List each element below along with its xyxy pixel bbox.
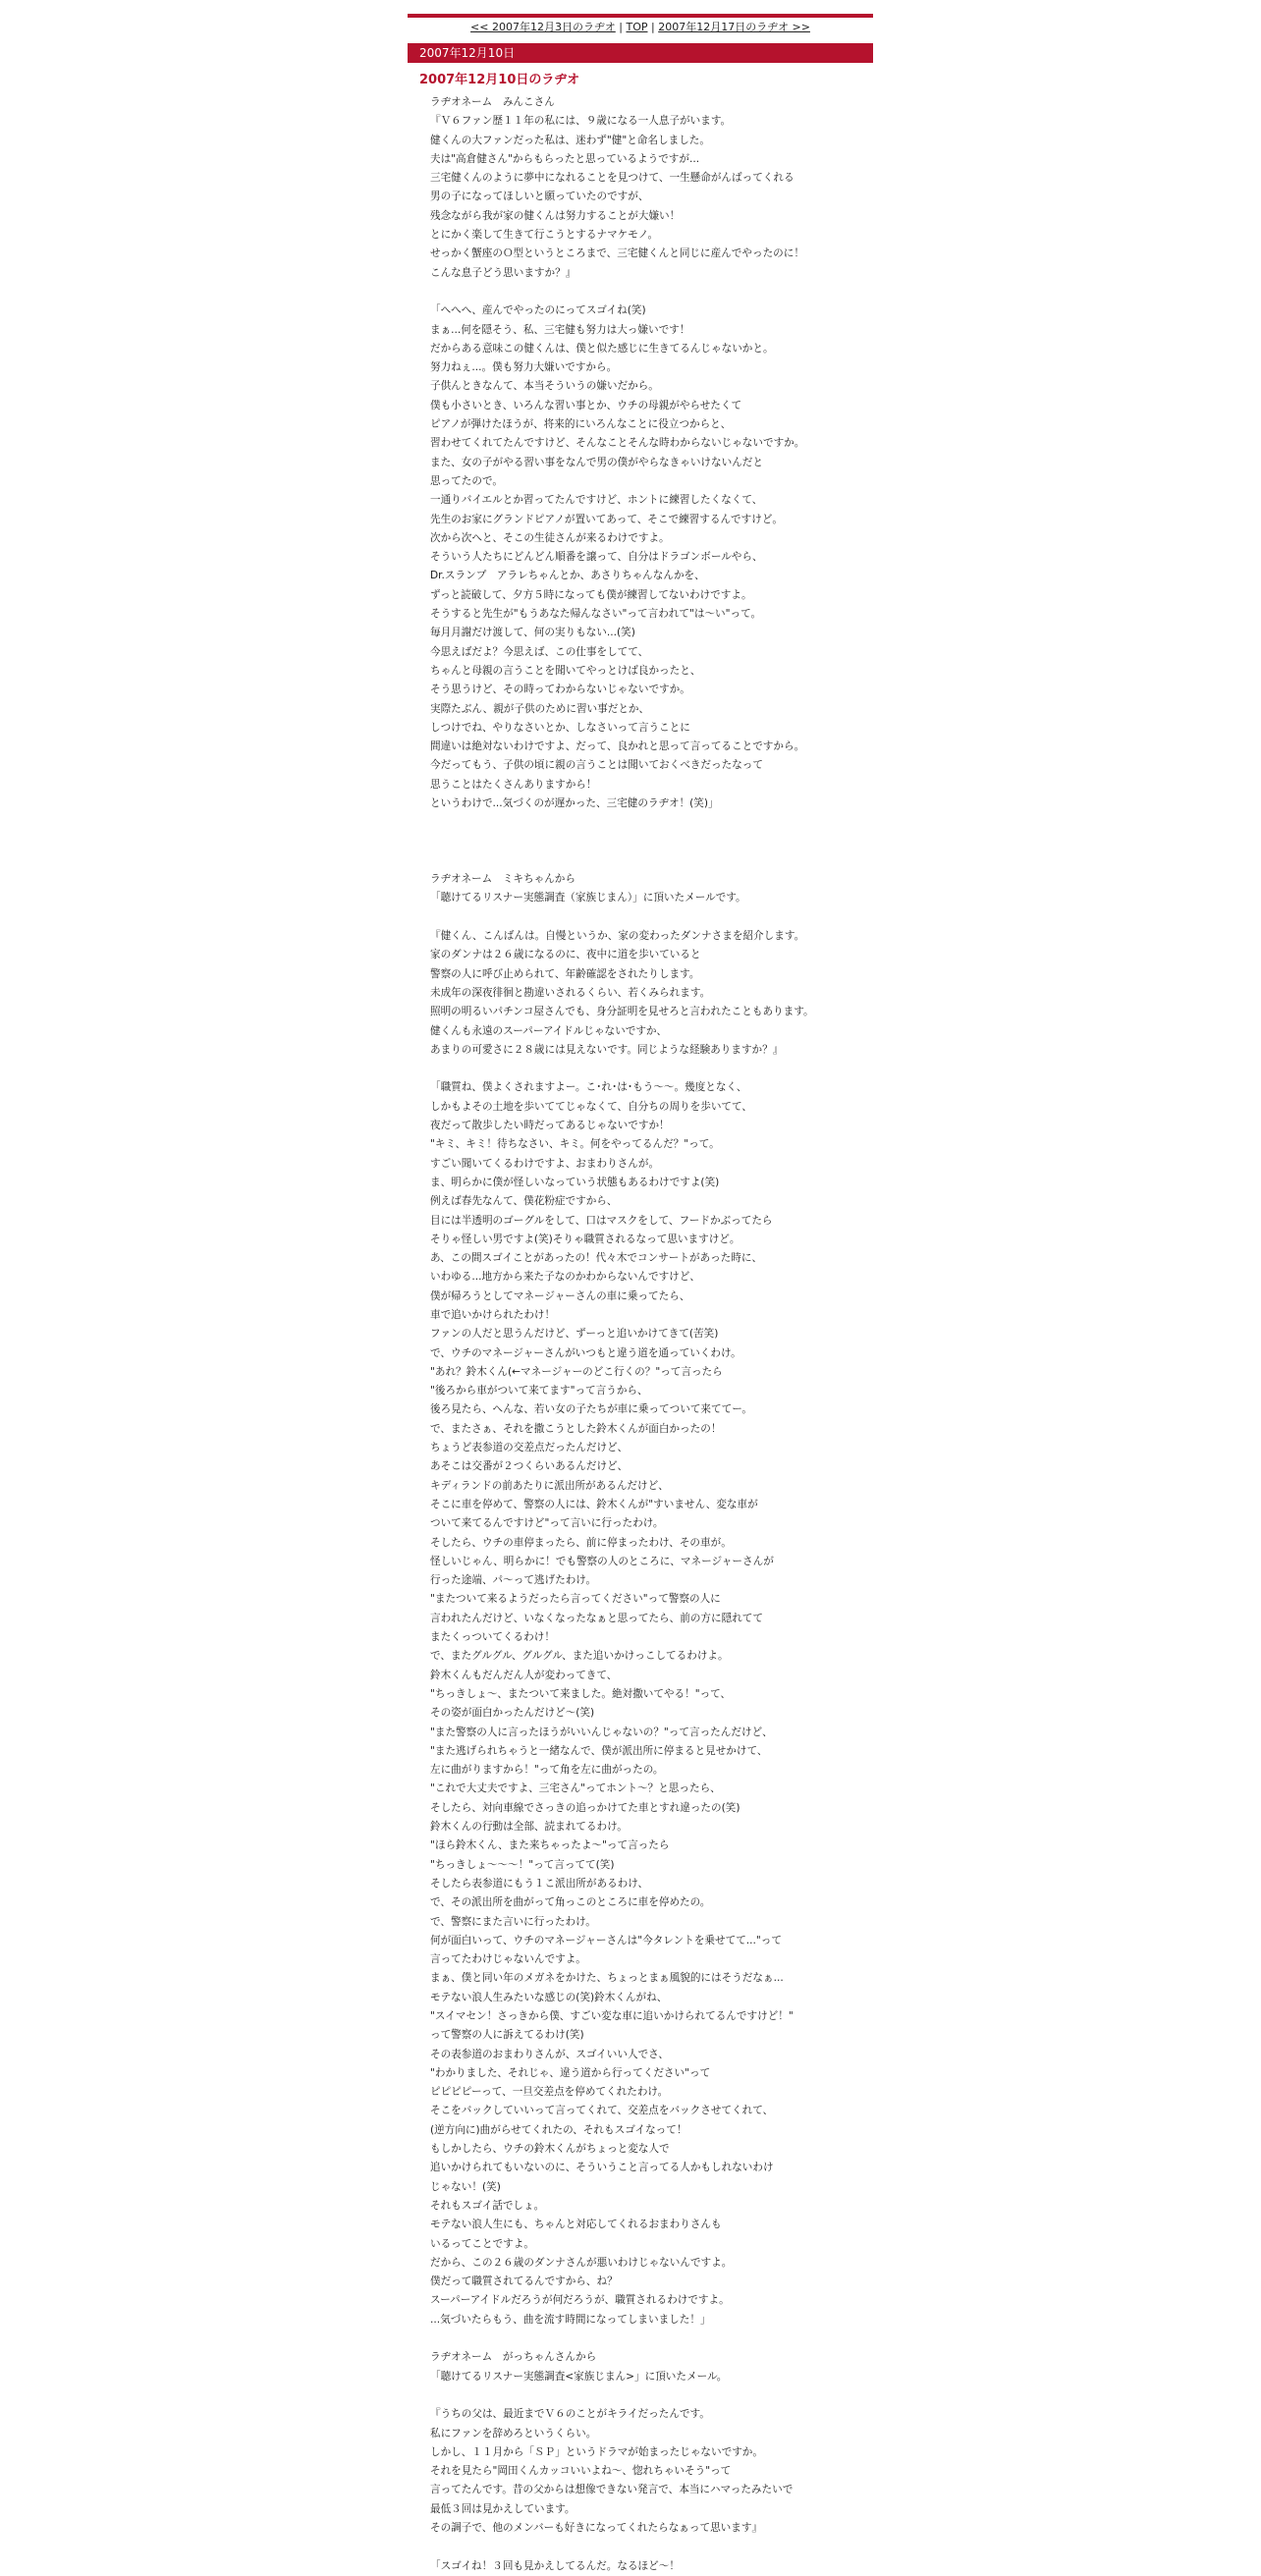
- body-line: 左に曲がりますから！"って角を左に曲がったの。: [430, 1764, 664, 1777]
- body-line: すごい聞いてくるわけですよ、おまわりさんが。: [430, 1157, 660, 1170]
- prev-entry-label: 2007年12月3日のラヂオ: [491, 21, 616, 33]
- body-line: 未成年の深夜徘徊と勘違いされるくらい、若くみられます。: [430, 986, 711, 999]
- body-line: 毎月月謝だけ渡して、何の実りもない...(笑): [430, 627, 635, 639]
- body-line: 怪しいじゃん、明らかに！でも警察の人のところに、マネージャーさんが: [430, 1555, 774, 1567]
- body-line: そこをバックしていいって言ってくれて、交差点をバックさせてくれて、: [430, 2105, 774, 2117]
- body-line: [430, 2329, 862, 2348]
- body-line: ラヂオネーム ミキちゃんから: [430, 873, 576, 886]
- body-line: キディランドの前あたりに派出所があるんだけど、: [430, 1479, 669, 1492]
- body-line: 思うことはたくさんありますから！: [430, 778, 597, 791]
- body-line: で、ウチのマネージャーさんがいつもと違う道を通っていくわけ。: [430, 1346, 741, 1359]
- nav-separator: |: [651, 21, 655, 33]
- body-line: "またついて来るようだったら言ってください"って警察の人に: [430, 1593, 721, 1606]
- body-line: 『うちの父は、最近までＶ６のことがキライだったんです。: [430, 2408, 710, 2421]
- body-line: あそこは交番が２つくらいあるんだけど、: [430, 1460, 629, 1473]
- body-line: 先生のお家にグランドピアノが置いてあって、そこで練習するんですけど。: [430, 513, 784, 525]
- body-line: 僕も小さいとき、いろんな習い事とか、ウチの母親がやらせたくて: [430, 399, 742, 411]
- body-line: スーパーアイドルだろうが何だろうが、職質されるわけですよ。: [430, 2294, 730, 2307]
- body-line: 子供んときなんて、本当そういうの嫌いだから。: [430, 380, 659, 393]
- body-line: 照明の明るいパチンコ屋さんでも、身分証明を見せろと言われたこともあります。: [430, 1006, 814, 1018]
- body-line: 何が面白いって、ウチのマネージャーさんは"今タレントを乗せてて..."って: [430, 1934, 782, 1946]
- top-accent-bar: [408, 14, 873, 18]
- body-line: 習わせてくれてたんですけど、そんなことそんな時わからないじゃないですか。: [430, 437, 805, 450]
- body-line: ファンの人だと思うんだけど、ずーっと追いかけてきて(苦笑): [430, 1328, 719, 1341]
- body-line: 残念ながら我が家の健くんは努力することが大嫌い！: [430, 209, 681, 222]
- body-line: だからある意味この健くんは、僕と似た感じに生きてるんじゃないかと。: [430, 342, 774, 355]
- body-line: 後ろ見たら、へんな、若い女の子たちが車に乗ってついて来ててー。: [430, 1403, 752, 1416]
- body-line: 男の子になってほしいと願っていたのですが、: [430, 191, 649, 203]
- body-line: 夜だって散歩したい時だってあるじゃないですか！: [430, 1120, 670, 1132]
- body-line: 夫は"高倉健さん"からもらったと思っているようですが...: [430, 152, 700, 165]
- body-line: 『Ｖ６ファン歴１１年の私には、９歳になる一人息子がいます。: [430, 115, 732, 128]
- body-line: 行った途端、パ～って逃げたわけ。: [430, 1574, 597, 1587]
- body-line: で、その派出所を曲がって角っこのところに車を停めたの。: [430, 1896, 711, 1909]
- body-line: 思ってたので。: [430, 474, 503, 487]
- body-line: "あれ？鈴木くん(←マネージャーのどこ行くの？"って言ったら: [430, 1365, 723, 1378]
- body-line: 私にファンを辞めろというくらい。: [430, 2427, 597, 2439]
- body-line: Dr.スランプ アラレちゃんとか、あさりちゃんなんかを、: [430, 570, 705, 582]
- body-line: "後ろから車がついて来てます"って言うから、: [430, 1385, 648, 1398]
- body-line: [430, 833, 862, 851]
- body-line: 今だってもう、子供の頃に親の言うことは聞いておくべきだったなって: [430, 759, 763, 772]
- body-line: "わかりました、それじゃ、違う道から行ってください"って: [430, 2066, 711, 2079]
- body-line: あまりの可愛さに２８歳には見えないです。同じような経験ありますか？』: [430, 1043, 784, 1056]
- body-line: 三宅健くんのように夢中になれることを見つけて、一生懸命がんばってくれる: [430, 172, 795, 185]
- body-line: せっかく蟹座のＯ型というところまで、三宅健くんと同じに産んでやったのに！: [430, 247, 804, 260]
- body-line: "また警察の人に言ったほうがいいんじゃないの？"って言ったんだけど、: [430, 1726, 773, 1738]
- body-line: じゃない！(笑): [430, 2180, 501, 2193]
- body-line: あ、この間スゴイことがあったの！代々木でコンサートがあった時に、: [430, 1252, 763, 1265]
- body-line: その調子で、他のメンバーも好きになってくれたらなぁって思います』: [430, 2522, 763, 2534]
- body-line: モテない浪人生みたいな感じの(笑)鈴木くんがね、: [430, 1991, 668, 2003]
- body-line: 車で追いかけられたわけ！: [430, 1309, 556, 1321]
- body-line: "ほら鈴木くん、また来ちゃったよ～"って言ったら: [430, 1839, 670, 1852]
- body-line: "キミ、キミ！待ちなさい、キミ。何をやってるんだ？"って。: [430, 1138, 720, 1151]
- prev-entry-link[interactable]: [470, 21, 616, 33]
- body-line: ずっと読破して、夕方５時になっても僕が練習してないわけですよ。: [430, 588, 752, 601]
- entry-title: 2007年12月10日のラヂオ: [419, 73, 580, 87]
- body-line: 追いかけられてもいないのに、そういうこと言ってる人かもしれないわけ: [430, 2162, 774, 2174]
- body-line: [430, 1060, 862, 1078]
- body-line: とにかく楽して生きて行こうとするナマケモノ。: [430, 229, 659, 242]
- body-line: 「へへへ、産んでやったのにってスゴイね(笑): [430, 304, 646, 317]
- body-line: というわけで...気づくのが遅かった、三宅健のラヂオ！(笑)」: [430, 796, 719, 809]
- body-line: そしたら表参道にもう１こ派出所があるわけ、: [430, 1877, 649, 1890]
- body-line: [430, 2386, 862, 2405]
- body-line: また、女の子がやる習い事をなんで男の僕がやらなきゃいけないんだと: [430, 456, 763, 468]
- top-link[interactable]: TOP: [626, 21, 648, 33]
- body-line: ちゃんと母親の言うことを聞いてやっとけば良かったと、: [430, 664, 701, 677]
- body-line: その姿が面白かったんだけど〜(笑): [430, 1707, 595, 1720]
- body-line: 鈴木くんもだんだん人が変わってきて、: [430, 1669, 618, 1681]
- body-line: 言ってたわけじゃないんですよ。: [430, 1953, 586, 1966]
- body-line: 言われたんだけど、いなくなったなぁと思ってたら、前の方に隠れてて: [430, 1612, 763, 1624]
- body-line: 健くんの大ファンだった私は、迷わず"健"と命名しました。: [430, 134, 710, 146]
- date-header: 2007年12月10日: [408, 43, 873, 63]
- body-line: しかもよその土地を歩いててじゃなくて、自分ちの周りを歩いてて、: [430, 1100, 752, 1113]
- body-line: そりゃ怪しい男ですよ(笑)そりゃ職質されるなって思いますけど。: [430, 1233, 740, 1245]
- next-entry-label: 2007年12月17日のラヂオ: [658, 21, 789, 33]
- body-line: いるってことですよ。: [430, 2237, 534, 2250]
- body-line: もしかしたら、ウチの鈴木くんがちょっと変な人で: [430, 2143, 670, 2156]
- body-line: 「スゴイね！３回も見かえしてるんだ。なるほど～！: [430, 2559, 680, 2572]
- body-line: 鈴木くんの行動は全部、読まれてるわけ。: [430, 1821, 628, 1834]
- body-line: 今思えばだよ？今思えば、この仕事をしてて、: [430, 645, 649, 658]
- body-line: 「職質ね、僕よくされますよー。こ･れ･は･もう～～。幾度となく、: [430, 1081, 747, 1094]
- body-line: 最低３回は見かえしています。: [430, 2502, 576, 2515]
- body-line: まぁ、僕と同い年のメガネをかけた、ちょっとまぁ風貌的にはそうだなぁ...: [430, 1972, 784, 1985]
- body-line: ピピピピーって、一旦交差点を停めてくれたわけ。: [430, 2086, 669, 2099]
- body-line: "また逃げられちゃうと一緒なんで、僕が派出所に停まると見せかけて、: [430, 1744, 768, 1757]
- body-line: そうすると先生が"もうあなた帰んなさい"って言われて"は～い"って。: [430, 608, 762, 621]
- next-arrows: >>: [792, 21, 810, 33]
- body-line: ピアノが弾けたほうが、将来的にいろんなことに役立つからと、: [430, 418, 732, 431]
- body-line: まぁ...何を隠そう、私、三宅健も努力は大っ嫌いです！: [430, 323, 690, 336]
- body-line: それを見たら"岡田くんカッコいいよね～、惚れちゃいそう"って: [430, 2465, 732, 2478]
- body-line: 努力ねぇ...。僕も努力大嫌いですから。: [430, 361, 618, 374]
- body-line: しかし、１１月から「ＳＰ」というドラマが始まったじゃないですか。: [430, 2445, 763, 2458]
- body-line: ラヂオネーム がっちゃんさんから: [430, 2351, 597, 2364]
- body-line: で、警察にまた言いに行ったわけ。: [430, 1915, 596, 1928]
- body-line: しつけでね、やりなさいとか、しなさいって言うことに: [430, 721, 690, 734]
- body-line: そしたら、ウチの車停まったら、前に停まったわけ、その車が。: [430, 1536, 732, 1549]
- body-line: 例えば春先なんて、僕花粉症ですから、: [430, 1195, 618, 1208]
- body-line: 実際たぶん、親が子供のために習い事だとか、: [430, 702, 650, 715]
- body-line: 僕が帰ろうとしてマネージャーさんの車に乗ってたら、: [430, 1289, 690, 1302]
- body-line: 僕だって職質されてるんですから、ね？: [430, 2275, 618, 2288]
- body-line: いわゆる...地方から来た子なのかわからないんですけど、: [430, 1271, 700, 1284]
- entry-body: [430, 93, 862, 2576]
- body-line: 警察の人に呼び止められて、年齢確認をされたりします。: [430, 967, 700, 980]
- body-line: [430, 908, 862, 927]
- nav-separator: |: [619, 21, 623, 33]
- body-line: そこに車を停めて、警察の人には、鈴木くんが"すいません、変な車が: [430, 1498, 758, 1510]
- body-line: って警察の人に訴えてるわけ(笑): [430, 2029, 584, 2042]
- body-line: またくっついてくるわけ！: [430, 1631, 555, 1644]
- body-line: で、またさぁ、それを撒こうとした鈴木くんが面白かったの！: [430, 1422, 722, 1435]
- body-line: その表参道のおまわりさんが、スゴイいい人でさ、: [430, 2048, 669, 2060]
- body-line: 「聴けてるリスナー実態調査（家族じまん）」に頂いたメールです。: [430, 892, 746, 904]
- body-line: [430, 851, 862, 870]
- body-line: で、またグルグル、グルグル、また追いかけっこしてるわけよ。: [430, 1650, 729, 1663]
- body-line: 『健くん、こんばんは。自慢というか、家の変わったダンナさまを紹介します。: [430, 930, 805, 943]
- body-line: 一通りバイエルとか習ってたんですけど、ホントに練習したくなくて、: [430, 494, 763, 507]
- body-line: そういう人たちにどんどん順番を譲って、自分はドラゴンボールやら、: [430, 551, 763, 564]
- body-line: 次から次へと、そこの生徒さんが来るわけですよ。: [430, 531, 670, 544]
- body-line: "これで大丈夫ですよ、三宅さん"ってホント～？と思ったら、: [430, 1782, 721, 1795]
- body-line: 健くんも永遠のスーパーアイドルじゃないですか、: [430, 1024, 668, 1037]
- body-line: ...気づいたらもう、曲を流す時間になってしまいました！」: [430, 2313, 711, 2326]
- body-line: それもスゴイ話でしょ。: [430, 2199, 545, 2212]
- entry-navigation: [408, 20, 873, 34]
- body-line: そう思うけど、その時ってわからないじゃないですか。: [430, 684, 690, 696]
- body-line: 言ってたんです。昔の父からは想像できない発言で、本当にハマったみたいで: [430, 2484, 794, 2496]
- body-line: ま、明らかに僕が怪しいなっていう状態もあるわけですよ(笑): [430, 1176, 720, 1188]
- body-line: 家のダンナは２６歳になるのに、夜中に道を歩いていると: [430, 949, 701, 961]
- body-line: モテない浪人生にも、ちゃんと対応してくれるおまわりさんも: [430, 2219, 722, 2231]
- body-line: [430, 813, 862, 832]
- prev-arrows: <<: [470, 21, 489, 33]
- body-line: ちょうど表参道の交差点だったんだけど、: [430, 1442, 629, 1454]
- body-line: ついて来てるんですけど"って言いに行ったわけ。: [430, 1517, 664, 1530]
- body-line: ラヂオネーム みんこさん: [430, 96, 555, 108]
- body-line: [430, 2538, 862, 2556]
- body-line: "ちっきしょ～～～！"って言ってて(笑): [430, 1858, 615, 1871]
- body-line: (逆方向に)曲がらせてくれたの、それもスゴイなって！: [430, 2123, 687, 2136]
- body-line: "スイマセン！さっきから僕、すごい変な車に追いかけられてるんですけど！": [430, 2009, 794, 2022]
- body-line: 間違いは絶対ないわけですよ、だって、良かれと思って言ってることですから。: [430, 740, 805, 753]
- body-line: こんな息子どう思いますか？』: [430, 266, 576, 279]
- body-line: だから、この２６歳のダンナさんが悪いわけじゃないんですよ。: [430, 2256, 733, 2269]
- body-line: "ちっきしょ～、またついて来ました。絶対撒いてやる！"って、: [430, 1687, 732, 1700]
- body-line: 「聴けてるリスナー実態調査<家族じまん>」に頂いたメール。: [430, 2370, 728, 2383]
- body-line: そしたら、対向車線でさっきの追っかけてた車とすれ違ったの(笑): [430, 1801, 740, 1814]
- next-entry-link[interactable]: [658, 21, 810, 33]
- body-line: [430, 283, 862, 301]
- body-line: 目には半透明のゴーグルをして、口はマスクをして、フードかぶってたら: [430, 1214, 773, 1227]
